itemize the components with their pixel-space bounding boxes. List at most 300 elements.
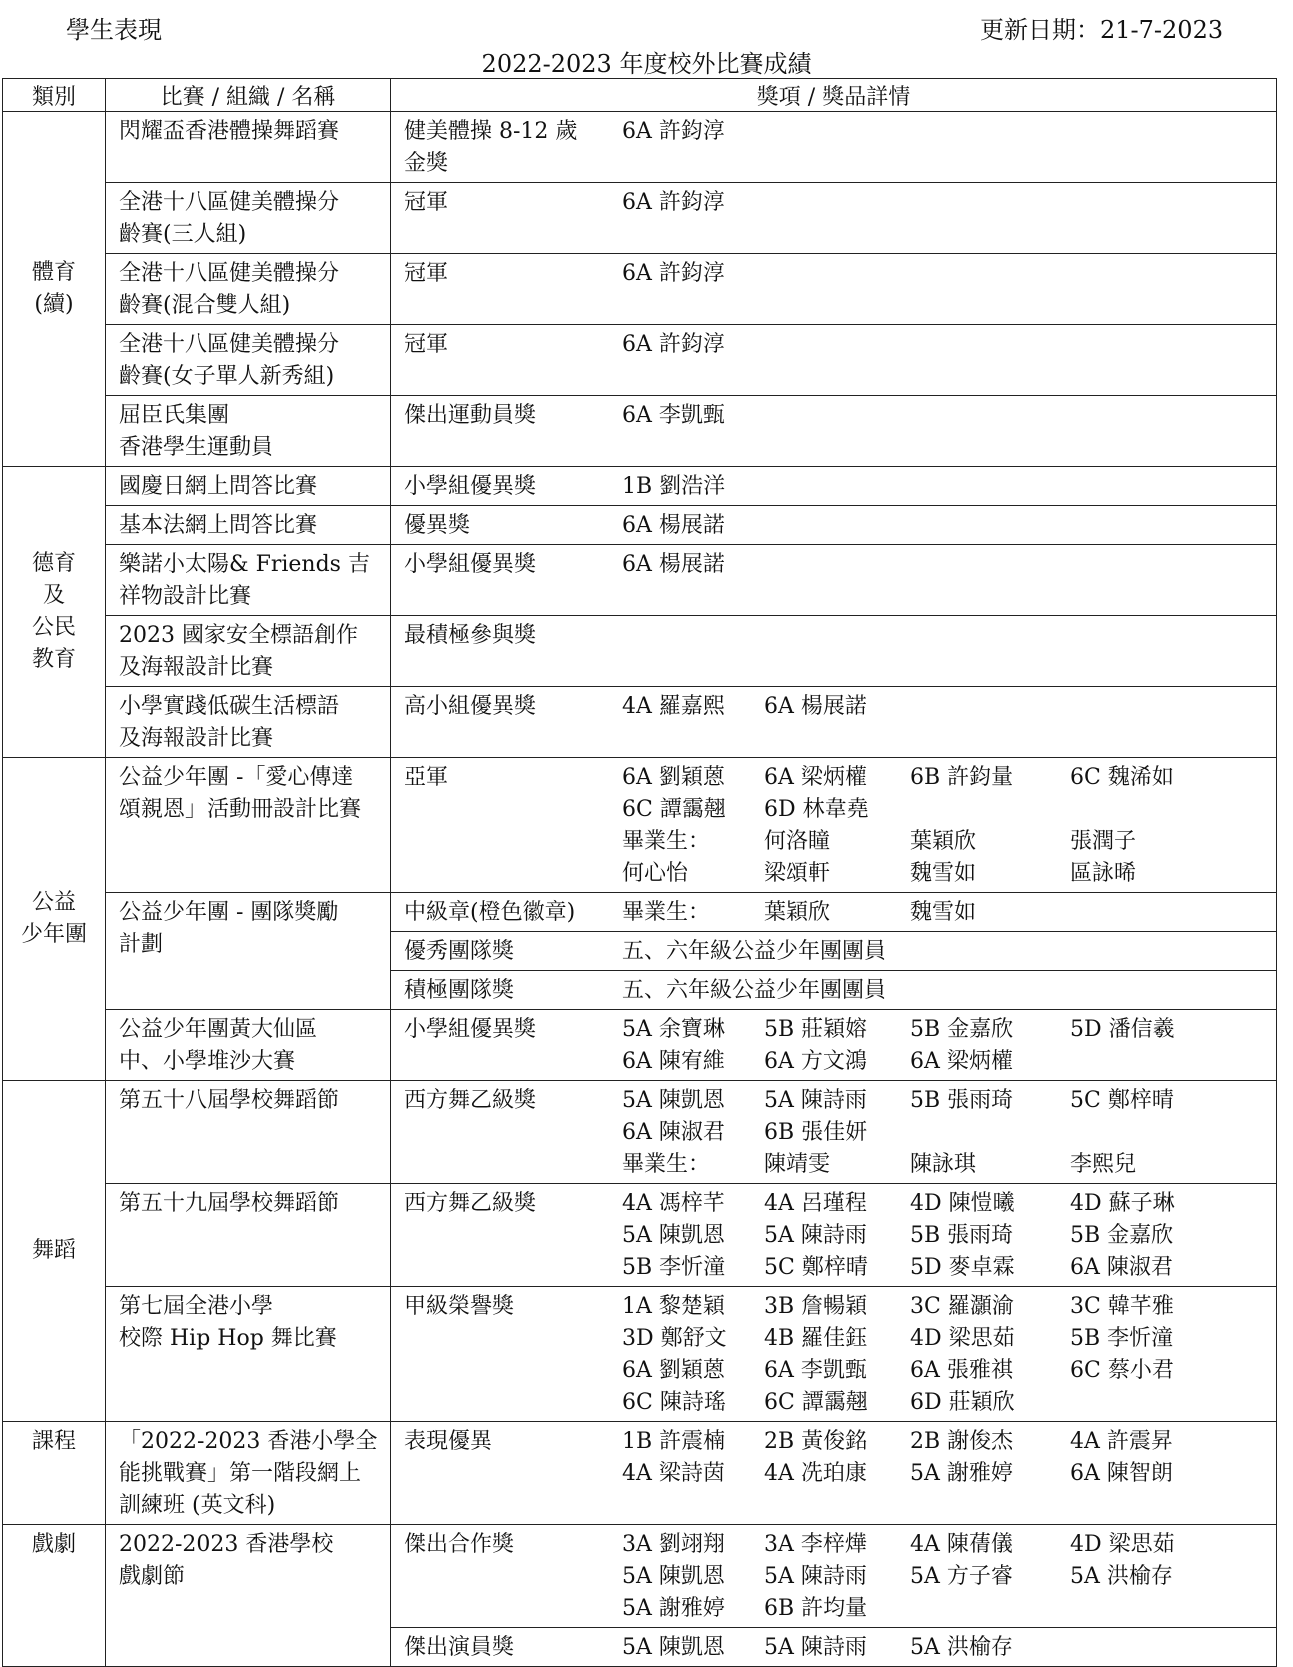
student-name: 6A 陳淑君 <box>1070 1255 1173 1280</box>
award-cell <box>391 1081 1277 1184</box>
student-name: 5A 洪榆存 <box>1070 1564 1173 1589</box>
award-label <box>404 1529 622 1625</box>
category-label: (續) <box>34 292 74 317</box>
student-name: 4A 羅嘉熙 <box>622 694 725 719</box>
award-detail <box>404 1291 1270 1419</box>
student-name: 畢業生： <box>622 829 711 854</box>
category-label: 公益 <box>31 890 76 915</box>
student-name: 4D 梁思茹 <box>910 1326 1015 1351</box>
competition-cell <box>106 758 391 893</box>
student-name: 6A 楊展諾 <box>764 694 867 719</box>
student-name: 5A 陳詩雨 <box>764 1223 867 1248</box>
student-name: 6C 魏浠如 <box>1070 765 1174 790</box>
award-detail <box>404 1529 1270 1625</box>
student-name: 6A 許鈞淳 <box>622 261 725 286</box>
student-name: 5A 陳詩雨 <box>764 1088 867 1113</box>
award-label <box>404 691 622 723</box>
award-detail <box>404 762 1270 890</box>
competition-cell <box>106 1287 391 1422</box>
competition-name: 基本法網上問答比賽 <box>119 513 318 538</box>
competition-cell <box>106 467 391 506</box>
student-name: 4A 呂瑾程 <box>764 1191 867 1216</box>
name-row <box>622 1291 1270 1323</box>
student-name: 6A 陳宥維 <box>622 1049 725 1074</box>
award-label <box>404 1426 622 1490</box>
category-label: 少年團 <box>20 922 87 947</box>
competition-name: 第五十八屆學校舞蹈節 <box>119 1088 340 1113</box>
competition-cell <box>106 616 391 687</box>
award-recipients <box>622 1014 1270 1078</box>
award-label <box>404 897 622 929</box>
student-name: 6B 許均量 <box>764 1596 868 1621</box>
award-cell <box>391 112 1277 183</box>
competition-cell <box>106 183 391 254</box>
table-row <box>3 1525 1277 1628</box>
award-detail <box>404 471 1270 503</box>
award-cell <box>391 1184 1277 1287</box>
table-row <box>3 467 1277 506</box>
award-label <box>404 187 622 219</box>
award-recipients <box>622 116 1270 180</box>
student-name: 陳詠琪 <box>910 1152 977 1177</box>
category-label: 課程 <box>31 1429 76 1454</box>
competition-name: 公益少年團 -「愛心傳達 <box>119 765 354 790</box>
student-name: 5D 潘信羲 <box>1070 1017 1175 1042</box>
student-name: 5B 李忻潼 <box>1070 1326 1174 1351</box>
student-name: 6A 劉穎蒽 <box>622 765 725 790</box>
student-name: 區詠晞 <box>1070 861 1137 886</box>
award-cell <box>391 1010 1277 1081</box>
competition-cell <box>106 325 391 396</box>
competition-name: 能挑戰賽」第一階段網上 <box>119 1461 362 1486</box>
student-name: 6C 蔡小君 <box>1070 1358 1174 1383</box>
award-recipients <box>622 400 1270 432</box>
student-name: 6B 許鈞量 <box>910 765 1014 790</box>
student-name: 4D 陳愷曦 <box>910 1191 1015 1216</box>
name-row <box>622 1632 1270 1664</box>
award-label <box>404 1085 622 1181</box>
award-name: 傑出演員獎 <box>404 1635 515 1660</box>
student-name: 5B 金嘉欣 <box>910 1017 1014 1042</box>
name-row <box>622 471 1270 503</box>
table-row <box>3 396 1277 467</box>
award-cell <box>391 616 1277 687</box>
award-cell <box>391 1628 1277 1667</box>
name-row <box>622 1252 1270 1284</box>
award-detail <box>404 258 1270 290</box>
award-label <box>404 329 622 361</box>
name-row <box>622 1149 1270 1181</box>
name-row <box>622 1593 1270 1625</box>
award-cell <box>391 1422 1277 1525</box>
award-detail <box>404 329 1270 361</box>
category-label: 德育 <box>31 551 76 576</box>
student-name: 5B 張雨琦 <box>910 1223 1014 1248</box>
column-header-award: 獎項 / 獎品詳情 <box>391 79 1277 112</box>
table-row <box>3 616 1277 687</box>
student-name: 4A 梁詩茵 <box>622 1461 725 1486</box>
student-name: 2B 謝俊杰 <box>910 1429 1014 1454</box>
name-row <box>622 762 1270 794</box>
award-cell <box>391 183 1277 254</box>
competition-name: 2022-2023 香港學校 <box>119 1532 334 1557</box>
name-row <box>622 1117 1270 1149</box>
name-row <box>622 897 1270 929</box>
results-table <box>2 78 1277 1667</box>
student-name: 6A 張雅祺 <box>910 1358 1013 1383</box>
award-cell <box>391 971 1277 1010</box>
table-row <box>3 1010 1277 1081</box>
category-cell <box>3 1081 106 1422</box>
name-row <box>622 1458 1270 1490</box>
student-name: 3B 詹暢穎 <box>764 1294 868 1319</box>
award-cell <box>391 1525 1277 1628</box>
student-name: 6D 莊穎欣 <box>910 1390 1015 1415</box>
award-name: 表現優異 <box>404 1429 493 1454</box>
student-name: 6B 張佳妍 <box>764 1120 868 1145</box>
competition-cell <box>106 1422 391 1525</box>
award-detail <box>404 1014 1270 1078</box>
student-name: 1A 黎楚穎 <box>622 1294 725 1319</box>
award-label <box>404 620 622 652</box>
competition-name: 公益少年團 - 團隊獎勵 <box>119 900 339 925</box>
student-name: 魏雪如 <box>910 861 977 886</box>
student-name: 6A 楊展諾 <box>622 513 725 538</box>
student-name: 5A 余寶琳 <box>622 1017 725 1042</box>
column-header-category: 類別 <box>3 79 106 112</box>
award-detail <box>404 897 1270 929</box>
award-cell <box>391 506 1277 545</box>
award-label <box>404 116 622 180</box>
student-name: 5C 鄭梓晴 <box>764 1255 868 1280</box>
competition-name: 國慶日網上問答比賽 <box>119 474 318 499</box>
section-label: 學生表現 <box>66 16 162 44</box>
award-name: 金獎 <box>404 151 449 176</box>
award-recipients <box>622 620 1270 652</box>
competition-name: 計劃 <box>119 932 164 957</box>
name-row <box>622 116 1270 148</box>
student-name: 1B 許震楠 <box>622 1429 726 1454</box>
award-cell <box>391 396 1277 467</box>
award-label <box>404 471 622 503</box>
student-name: 陳靖雯 <box>764 1152 831 1177</box>
category-label: 體育 <box>31 260 76 285</box>
award-detail <box>404 1085 1270 1181</box>
competition-cell <box>106 1525 391 1667</box>
student-name: 6A 李凱甄 <box>622 403 725 428</box>
name-row <box>622 258 1270 290</box>
award-detail <box>404 187 1270 219</box>
table-row <box>3 325 1277 396</box>
award-detail <box>404 620 1270 652</box>
table-row <box>3 112 1277 183</box>
student-name: 6A 陳淑君 <box>622 1120 725 1145</box>
name-row <box>622 691 1270 723</box>
competition-name: 齡賽(女子單人新秀組) <box>119 364 335 389</box>
name-row <box>622 1529 1270 1561</box>
competition-name: 校際 Hip Hop 舞比賽 <box>119 1326 337 1351</box>
category-cell <box>3 1525 106 1667</box>
competition-cell <box>106 545 391 616</box>
category-label: 公民 <box>31 615 76 640</box>
student-name: 6A 梁炳權 <box>910 1049 1013 1074</box>
award-cell <box>391 1287 1277 1422</box>
student-name: 5A 陳凱恩 <box>622 1088 725 1113</box>
student-name: 4A 冼珀康 <box>764 1461 867 1486</box>
name-row <box>622 794 1270 826</box>
award-recipients <box>622 258 1270 290</box>
competition-cell <box>106 1010 391 1081</box>
award-label <box>404 1291 622 1419</box>
award-label <box>404 975 622 1007</box>
award-cell <box>391 254 1277 325</box>
award-recipients <box>622 936 1270 968</box>
competition-name: 及海報設計比賽 <box>119 655 274 680</box>
award-recipients <box>622 549 1270 581</box>
award-detail <box>404 510 1270 542</box>
student-name: 4D 蘇子琳 <box>1070 1191 1175 1216</box>
student-name: 畢業生： <box>622 1152 711 1177</box>
award-name: 西方舞乙級獎 <box>404 1088 537 1113</box>
award-detail <box>404 116 1270 180</box>
student-name: 3D 鄭舒文 <box>622 1326 727 1351</box>
table-row <box>3 1287 1277 1422</box>
competition-name: 祥物設計比賽 <box>119 584 252 609</box>
student-name: 5A 陳凱恩 <box>622 1564 725 1589</box>
student-name: 4A 許震昇 <box>1070 1429 1173 1454</box>
award-recipients <box>622 1426 1270 1490</box>
student-name: 4D 梁思茹 <box>1070 1532 1175 1557</box>
award-name: 西方舞乙級獎 <box>404 1191 537 1216</box>
competition-name: 小學實踐低碳生活標語 <box>119 694 340 719</box>
award-label <box>404 1188 622 1284</box>
award-recipients <box>622 471 1270 503</box>
table-row <box>3 758 1277 893</box>
student-name: 3A 劉翊翔 <box>622 1532 725 1557</box>
table-row <box>3 545 1277 616</box>
award-recipients <box>622 762 1270 890</box>
award-name: 冠軍 <box>404 332 449 357</box>
table-row <box>3 1422 1277 1525</box>
name-row <box>622 1561 1270 1593</box>
competition-cell <box>106 112 391 183</box>
competition-name: 2023 國家安全標語創作 <box>119 623 358 648</box>
name-row <box>622 1220 1270 1252</box>
competition-name: 齡賽(混合雙人組) <box>119 293 291 318</box>
student-name: 6C 譚靄翹 <box>622 797 726 822</box>
award-recipients <box>622 1291 1270 1419</box>
student-name: 5A 陳詩雨 <box>764 1635 867 1660</box>
competition-name: 樂諾小太陽& Friends 吉 <box>119 552 370 577</box>
award-cell <box>391 325 1277 396</box>
table-row <box>3 893 1277 932</box>
category-cell <box>3 112 106 467</box>
award-name: 冠軍 <box>404 190 449 215</box>
student-name: 6A 梁炳權 <box>764 765 867 790</box>
name-row <box>622 858 1270 890</box>
award-name: 積極團隊獎 <box>404 978 515 1003</box>
name-row <box>622 510 1270 542</box>
competition-cell <box>106 396 391 467</box>
award-detail <box>404 936 1270 968</box>
award-cell <box>391 687 1277 758</box>
award-label <box>404 1014 622 1078</box>
award-detail <box>404 691 1270 723</box>
student-name: 5B 李忻潼 <box>622 1255 726 1280</box>
award-name: 優異獎 <box>404 513 471 538</box>
student-name: 6A 陳智朗 <box>1070 1461 1173 1486</box>
competition-name: 中、小學堆沙大賽 <box>119 1049 296 1074</box>
update-date: 更新日期：21-7-2023 <box>980 16 1224 44</box>
category-label: 教育 <box>31 647 76 672</box>
award-label <box>404 762 622 890</box>
name-row <box>622 1323 1270 1355</box>
competition-name: 全港十八區健美體操分 <box>119 190 340 215</box>
student-name: 李熙兒 <box>1070 1152 1137 1177</box>
competition-cell <box>106 893 391 1010</box>
award-name: 小學組優異獎 <box>404 474 537 499</box>
award-recipients <box>622 1085 1270 1181</box>
competition-name: 全港十八區健美體操分 <box>119 332 340 357</box>
student-name: 6A 許鈞淳 <box>622 119 725 144</box>
student-name: 6A 許鈞淳 <box>622 332 725 357</box>
competition-name: 戲劇節 <box>119 1564 186 1589</box>
award-name: 中級章(橙色徽章) <box>404 900 576 925</box>
student-name: 4B 羅佳鈺 <box>764 1326 868 1351</box>
table-row <box>3 183 1277 254</box>
student-name: 葉穎欣 <box>764 900 831 925</box>
student-name: 魏雪如 <box>910 900 977 925</box>
award-recipients <box>622 1632 1270 1664</box>
student-name: 6C 陳詩瑤 <box>622 1390 726 1415</box>
award-recipients <box>622 510 1270 542</box>
award-cell <box>391 893 1277 932</box>
student-name: 何心怡 <box>622 861 689 886</box>
student-name: 1B 劉浩洋 <box>622 474 726 499</box>
student-name: 葉穎欣 <box>910 829 977 854</box>
award-name: 小學組優異獎 <box>404 1017 537 1042</box>
student-name: 4A 馮梓芊 <box>622 1191 725 1216</box>
competition-cell <box>106 254 391 325</box>
student-name: 畢業生： <box>622 900 711 925</box>
name-row <box>622 1355 1270 1387</box>
award-name: 傑出合作獎 <box>404 1532 515 1557</box>
award-name: 甲級榮譽獎 <box>404 1294 515 1319</box>
student-name: 何洛瞳 <box>764 829 831 854</box>
competition-cell <box>106 1081 391 1184</box>
award-recipients <box>622 691 1270 723</box>
student-name: 6A 李凱甄 <box>764 1358 867 1383</box>
student-name: 5B 金嘉欣 <box>1070 1223 1174 1248</box>
name-row <box>622 1426 1270 1458</box>
document-title: 2022-2023 年度校外比賽成績 <box>481 50 812 78</box>
student-name: 5A 謝雅婷 <box>622 1596 725 1621</box>
award-cell <box>391 932 1277 971</box>
name-row <box>622 826 1270 858</box>
student-name: 6A 方文鴻 <box>764 1049 867 1074</box>
award-name: 高小組優異獎 <box>404 694 537 719</box>
student-name: 6D 林韋堯 <box>764 797 869 822</box>
competition-name: 第五十九屆學校舞蹈節 <box>119 1191 340 1216</box>
category-cell <box>3 1422 106 1525</box>
award-label <box>404 510 622 542</box>
award-label <box>404 258 622 290</box>
award-label <box>404 1632 622 1664</box>
name-row <box>622 187 1270 219</box>
award-detail <box>404 549 1270 581</box>
award-label <box>404 400 622 432</box>
student-name: 5A 陳凱恩 <box>622 1223 725 1248</box>
student-name: 5B 張雨琦 <box>910 1088 1014 1113</box>
table-header-row <box>3 79 1277 112</box>
student-name: 5D 麥卓霖 <box>910 1255 1015 1280</box>
student-name: 2B 黃俊銘 <box>764 1429 868 1454</box>
award-name: 健美體操 8-12 歲 <box>404 119 578 144</box>
student-name: 6A 劉穎蒽 <box>622 1358 725 1383</box>
award-name: 最積極參與獎 <box>404 623 537 648</box>
competition-cell <box>106 1184 391 1287</box>
name-row <box>622 549 1270 581</box>
category-label: 戲劇 <box>31 1532 76 1557</box>
table-row <box>3 1184 1277 1287</box>
award-name: 優秀團隊獎 <box>404 939 515 964</box>
name-row <box>622 1085 1270 1117</box>
name-row <box>622 329 1270 361</box>
competition-name: 齡賽(三人組) <box>119 222 247 247</box>
student-name: 5A 謝雅婷 <box>910 1461 1013 1486</box>
competition-name: 第七屆全港小學 <box>119 1294 274 1319</box>
award-recipients <box>622 1188 1270 1284</box>
table-row <box>3 1081 1277 1184</box>
student-name: 梁頌軒 <box>764 861 831 886</box>
competition-name: 訓練班 (英文科) <box>119 1493 276 1518</box>
award-recipients <box>622 1529 1270 1625</box>
student-name: 4A 陳蒨儀 <box>910 1532 1013 1557</box>
award-detail <box>404 1632 1270 1664</box>
award-label <box>404 549 622 581</box>
award-name: 冠軍 <box>404 261 449 286</box>
competition-cell <box>106 506 391 545</box>
award-detail <box>404 975 1270 1007</box>
award-detail <box>404 400 1270 432</box>
competition-name: 全港十八區健美體操分 <box>119 261 340 286</box>
award-cell <box>391 467 1277 506</box>
competition-name: 屈臣氏集團 <box>119 403 230 428</box>
student-name: 5A 陳詩雨 <box>764 1564 867 1589</box>
student-name: 5A 陳凱恩 <box>622 1635 725 1660</box>
award-detail <box>404 1188 1270 1284</box>
category-cell <box>3 758 106 1081</box>
award-name: 小學組優異獎 <box>404 552 537 577</box>
category-label: 舞蹈 <box>31 1238 76 1263</box>
award-label <box>404 936 622 968</box>
award-cell <box>391 545 1277 616</box>
student-name: 5A 方子睿 <box>910 1564 1013 1589</box>
category-cell <box>3 467 106 758</box>
column-header-competition: 比賽 / 組織 / 名稱 <box>106 79 391 112</box>
competition-name: 公益少年團黃大仙區 <box>119 1017 318 1042</box>
category-label: 及 <box>42 583 65 608</box>
student-name: 3C 韓芊雅 <box>1070 1294 1174 1319</box>
competition-name: 及海報設計比賽 <box>119 726 274 751</box>
award-recipients <box>622 897 1270 929</box>
award-name: 亞軍 <box>404 765 449 790</box>
team-text: 五、六年級公益少年團團員 <box>622 978 887 1003</box>
award-cell <box>391 758 1277 893</box>
student-name: 5A 洪榆存 <box>910 1635 1013 1660</box>
competition-name: 香港學生運動員 <box>119 435 274 460</box>
name-row <box>622 1014 1270 1046</box>
